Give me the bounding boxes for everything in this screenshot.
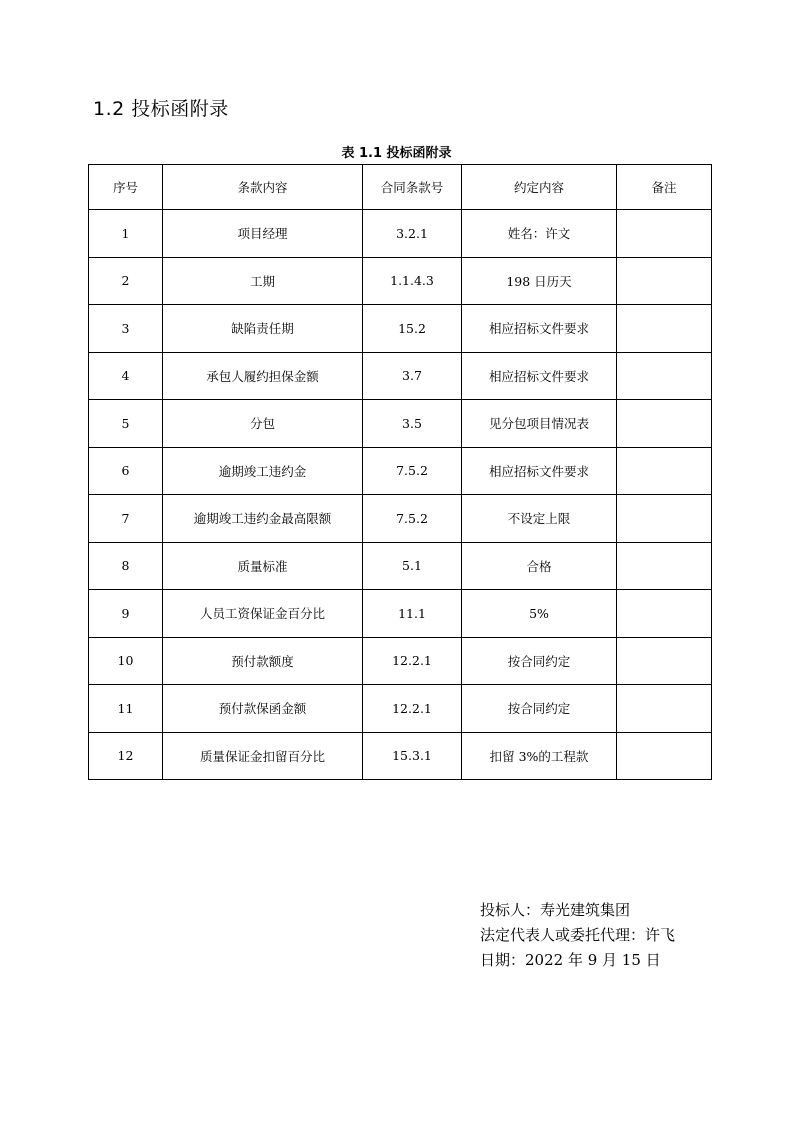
cell-agreed-content: 不设定上限: [462, 495, 617, 543]
cell-index: 5: [89, 400, 163, 448]
cell-agreed-content: 198 日历天: [462, 257, 617, 305]
cell-agreed-content: 相应招标文件要求: [462, 305, 617, 353]
representative-line: 法定代表人或委托代理：许飞: [480, 926, 676, 944]
table-row: [89, 637, 712, 685]
cell-remarks: [617, 447, 712, 495]
cell-remarks: [617, 257, 712, 305]
cell-clause-content: 人员工资保证金百分比: [163, 590, 363, 638]
table-row: [89, 447, 712, 495]
table-row: [89, 257, 712, 305]
table-row: [89, 495, 712, 543]
header-clause-content: 条款内容: [163, 165, 363, 210]
table-row: [89, 732, 712, 780]
table-row: [89, 305, 712, 353]
cell-clause-content: 工期: [163, 257, 363, 305]
cell-agreed-content: 见分包项目情况表: [462, 400, 617, 448]
cell-remarks: [617, 685, 712, 733]
table-row: [89, 590, 712, 638]
cell-index: 8: [89, 542, 163, 590]
cell-remarks: [617, 305, 712, 353]
cell-index: 6: [89, 447, 163, 495]
cell-clause-content: 逾期竣工违约金最高限额: [163, 495, 363, 543]
cell-clause-content: 承包人履约担保金额: [163, 352, 363, 400]
cell-contract-clause-no: 15.2: [363, 305, 462, 353]
cell-contract-clause-no: 3.5: [363, 400, 462, 448]
cell-remarks: [617, 210, 712, 258]
cell-index: 1: [89, 210, 163, 258]
table-row: [89, 352, 712, 400]
cell-agreed-content: 相应招标文件要求: [462, 352, 617, 400]
table-caption: 表 1.1 投标函附录: [341, 146, 452, 161]
cell-index: 10: [89, 637, 163, 685]
table-header-row: [89, 165, 712, 210]
cell-remarks: [617, 542, 712, 590]
cell-index: 9: [89, 590, 163, 638]
table-row: [89, 542, 712, 590]
cell-contract-clause-no: 12.2.1: [363, 685, 462, 733]
cell-clause-content: 质量保证金扣留百分比: [163, 732, 363, 780]
signature-block: [480, 898, 675, 973]
cell-clause-content: 预付款额度: [163, 637, 363, 685]
cell-remarks: [617, 495, 712, 543]
header-remarks: 备注: [617, 165, 712, 210]
cell-remarks: [617, 400, 712, 448]
cell-remarks: [617, 590, 712, 638]
cell-contract-clause-no: 15.3.1: [363, 732, 462, 780]
table-row: [89, 685, 712, 733]
cell-remarks: [617, 637, 712, 685]
table-body: [89, 210, 712, 780]
cell-clause-content: 缺陷责任期: [163, 305, 363, 353]
cell-agreed-content: 5%: [462, 590, 617, 638]
date-line: 日期：2022 年 9 月 15 日: [480, 951, 661, 969]
cell-agreed-content: 扣留 3%的工程款: [462, 732, 617, 780]
cell-remarks: [617, 732, 712, 780]
cell-contract-clause-no: 11.1: [363, 590, 462, 638]
cell-contract-clause-no: 1.1.4.3: [363, 257, 462, 305]
cell-agreed-content: 姓名：许文: [462, 210, 617, 258]
cell-remarks: [617, 352, 712, 400]
cell-clause-content: 逾期竣工违约金: [163, 447, 363, 495]
cell-contract-clause-no: 12.2.1: [363, 637, 462, 685]
cell-clause-content: 项目经理: [163, 210, 363, 258]
bidder-line: 投标人：寿光建筑集团: [480, 901, 631, 919]
header-contract-clause-no: 合同条款号: [363, 165, 462, 210]
cell-agreed-content: 按合同约定: [462, 685, 617, 733]
bid-appendix-table: [88, 164, 712, 780]
cell-clause-content: 分包: [163, 400, 363, 448]
cell-agreed-content: 按合同约定: [462, 637, 617, 685]
cell-index: 3: [89, 305, 163, 353]
table-row: [89, 210, 712, 258]
cell-index: 12: [89, 732, 163, 780]
cell-agreed-content: 合格: [462, 542, 617, 590]
cell-contract-clause-no: 3.7: [363, 352, 462, 400]
cell-index: 4: [89, 352, 163, 400]
table-row: [89, 400, 712, 448]
section-heading: 1.2 投标函附录: [93, 98, 229, 120]
cell-index: 2: [89, 257, 163, 305]
cell-index: 11: [89, 685, 163, 733]
cell-contract-clause-no: 5.1: [363, 542, 462, 590]
cell-agreed-content: 相应招标文件要求: [462, 447, 617, 495]
header-agreed-content: 约定内容: [462, 165, 617, 210]
cell-contract-clause-no: 3.2.1: [363, 210, 462, 258]
cell-contract-clause-no: 7.5.2: [363, 447, 462, 495]
cell-index: 7: [89, 495, 163, 543]
header-index: 序号: [89, 165, 163, 210]
cell-clause-content: 质量标准: [163, 542, 363, 590]
cell-clause-content: 预付款保函金额: [163, 685, 363, 733]
cell-contract-clause-no: 7.5.2: [363, 495, 462, 543]
